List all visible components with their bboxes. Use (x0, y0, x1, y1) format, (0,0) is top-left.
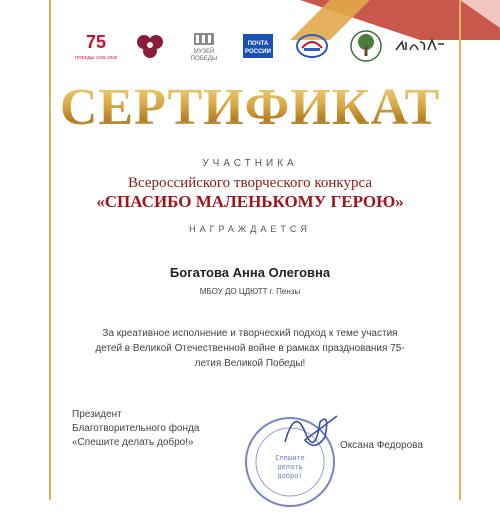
school-name: МБОУ ДО ЦДЮТТ г. Пензы (199, 287, 301, 296)
signer-name: Оксана Федорова (340, 440, 423, 451)
tree-emblem-icon (348, 28, 384, 64)
svg-text:Спешите: Спешите (275, 454, 305, 462)
foundation-ribbon-icon (294, 28, 330, 64)
partner-logos-row (74, 26, 438, 66)
certificate-title: СЕРТИФИКАТ (0, 78, 500, 138)
museum-victory-logo (186, 28, 222, 64)
signer-title (72, 408, 232, 450)
svg-text:75: 75 (85, 32, 107, 52)
handwritten-signature (275, 402, 345, 457)
museum-victory-icon (186, 28, 222, 64)
svg-text:РОССИИ: РОССИИ (245, 49, 271, 55)
signer-line-2: Благотворительного фонда (72, 423, 200, 434)
signer-line-1: Президент (72, 409, 122, 420)
awarded-label: НАГРАЖДАЕТСЯ (189, 224, 311, 234)
contest-line: Всероссийского творческого конкурса (127, 175, 373, 191)
contest-name: «СПАСИБО МАЛЕНЬКОМУ ГЕРОЮ» (96, 192, 404, 211)
foundation-ribbon-logo (294, 28, 330, 64)
flower-emblem-logo (132, 28, 168, 64)
victory-75-icon (74, 28, 118, 64)
tree-emblem-logo (348, 28, 384, 64)
pochta-rossii-logo (240, 28, 276, 64)
recipient-name: Богатова Анна Олеговна (169, 265, 331, 280)
svg-text:ПОЧТА: ПОЧТА (247, 41, 269, 47)
svg-text:ПОБЕДЫ 1945-2020: ПОБЕДЫ 1945-2020 (74, 55, 118, 60)
svg-text:добро!: добро! (277, 472, 303, 480)
svg-text:ПОБЕДЫ: ПОБЕДЫ (190, 56, 218, 62)
award-reason: За креативное исполнение и творческий подход к теме участия детей в Великой Отечественной войне в рамках празднования 75-летия Великой Победы! (95, 328, 405, 369)
flower-emblem-icon (132, 28, 168, 64)
svg-text:МУЗЕЙ: МУЗЕЙ (193, 49, 215, 55)
svg-text:делать: делать (277, 463, 303, 471)
pochta-rossii-icon (240, 28, 276, 64)
brand-script-logo (402, 28, 438, 64)
participant-label: УЧАСТНИКА (202, 158, 298, 169)
signer-line-3: «Спешите делать добро!» (72, 437, 194, 448)
brand-script-icon (392, 28, 448, 64)
victory-75-logo (74, 28, 118, 64)
